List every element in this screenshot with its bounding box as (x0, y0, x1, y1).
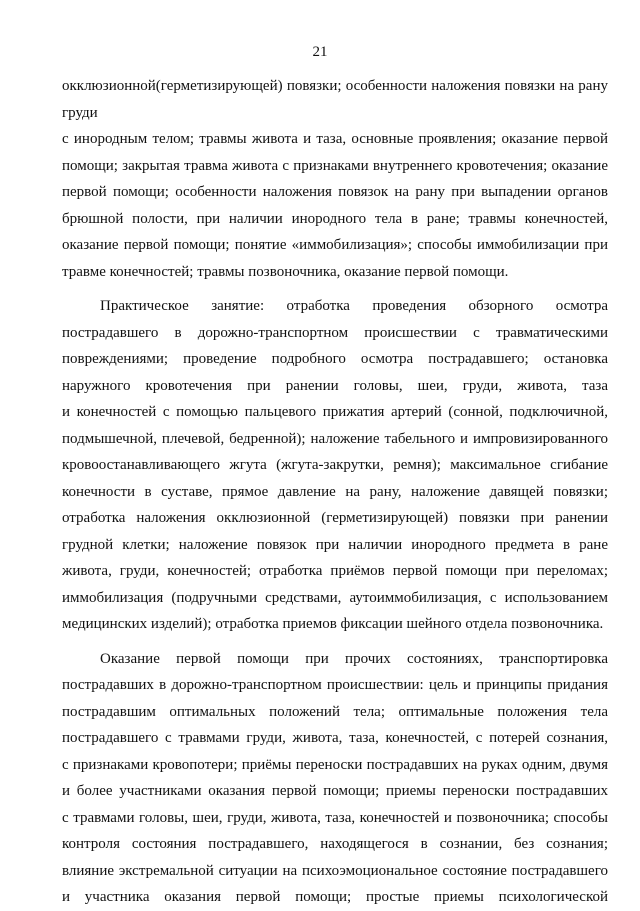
text-line: пострадавшего с травмами груди, живота, таза, конечностей, с потерей сознания, (62, 730, 608, 746)
text-line: помощи; закрытая травма живота с признаками внутреннего кровотечения; оказание (62, 157, 608, 174)
text-line: иммобилизация (подручными средствами, аутоиммобилизация, с использованием (62, 589, 608, 606)
text-line: груди (62, 104, 98, 121)
text-line: пострадавшим оптимальных положений тела; оптимальные положения тела (62, 703, 608, 720)
text-line: и более участниками оказания первой помощи; приемы переноски пострадавших (62, 783, 608, 799)
text-line: отработка наложения окклюзионной (герметизирующей) повязки при ранении (62, 510, 608, 526)
text-line: с инородным телом; травмы живота и таза, основные проявления; оказание первой (62, 131, 608, 147)
text-line: с травмами головы, шеи, груди, живота, таза, конечностей и позвоночника; способы (62, 809, 608, 826)
text-line: Оказание первой помощи при прочих состояниях, транспортировка (100, 650, 608, 667)
text-line: подмышечной, плечевой, бедренной); наложение табельного и импровизированного (62, 430, 608, 447)
text-line: наружного кровотечения при ранении головы, шеи, груди, живота, таза (62, 377, 608, 394)
text-line: контроля состояния пострадавшего, находящегося в сознании, без сознания; (62, 836, 608, 852)
text-line: медицинских изделий); отработка приемов фиксации шейного отдела позвоночника. (62, 616, 604, 632)
text-line: брюшной полости, при наличии инородного тела в ране; травмы конечностей, (62, 210, 608, 227)
page-number: 21 (312, 44, 328, 60)
text-line: конечности в суставе, прямое давление на рану, наложение давящей повязки; (62, 483, 608, 500)
text-line: грудной клетки; наложение повязок при наличии инородного предмета в ране (62, 536, 608, 553)
text-line: и участника оказания первой помощи; простые приемы психологической (62, 889, 608, 905)
text-line: пострадавшего в дорожно-транспортном происшествии с травматическими (62, 324, 608, 341)
body-text (62, 73, 608, 911)
text-line: кровоостанавливающего жгута (жгута-закрутки, ремня); максимальное сгибание (62, 457, 608, 473)
text-line: окклюзионной(герметизирующей) повязки; особенности наложения повязки на рану (62, 78, 608, 94)
text-line: с признаками кровопотери; приёмы переноски пострадавших на руках одним, двумя (62, 756, 608, 773)
text-line: Практическое занятие: отработка проведения обзорного осмотра (100, 298, 608, 314)
text-line: и конечностей с помощью пальцевого прижатия артерий (сонной, подключичной, (62, 404, 608, 420)
text-line: влияние экстремальной ситуации на психоэмоциональное состояние пострадавшего (62, 862, 608, 879)
text-line: первой помощи; особенности наложения повязок на рану при выпадении органов (62, 184, 608, 200)
text-line: повреждениями; проведение подробного осмотра пострадавшего; остановка (62, 351, 608, 367)
text-line: травме конечностей; травмы позвоночника, оказание первой помощи. (62, 263, 509, 280)
text-line: оказание первой помощи; понятие «иммобилизация»; способы иммобилизации при (62, 237, 608, 253)
text-line: живота, груди, конечностей; отработка приёмов первой помощи при переломах; (62, 563, 608, 579)
text-line: пострадавших в дорожно-транспортном происшествии: цель и принципы придания (62, 677, 608, 693)
